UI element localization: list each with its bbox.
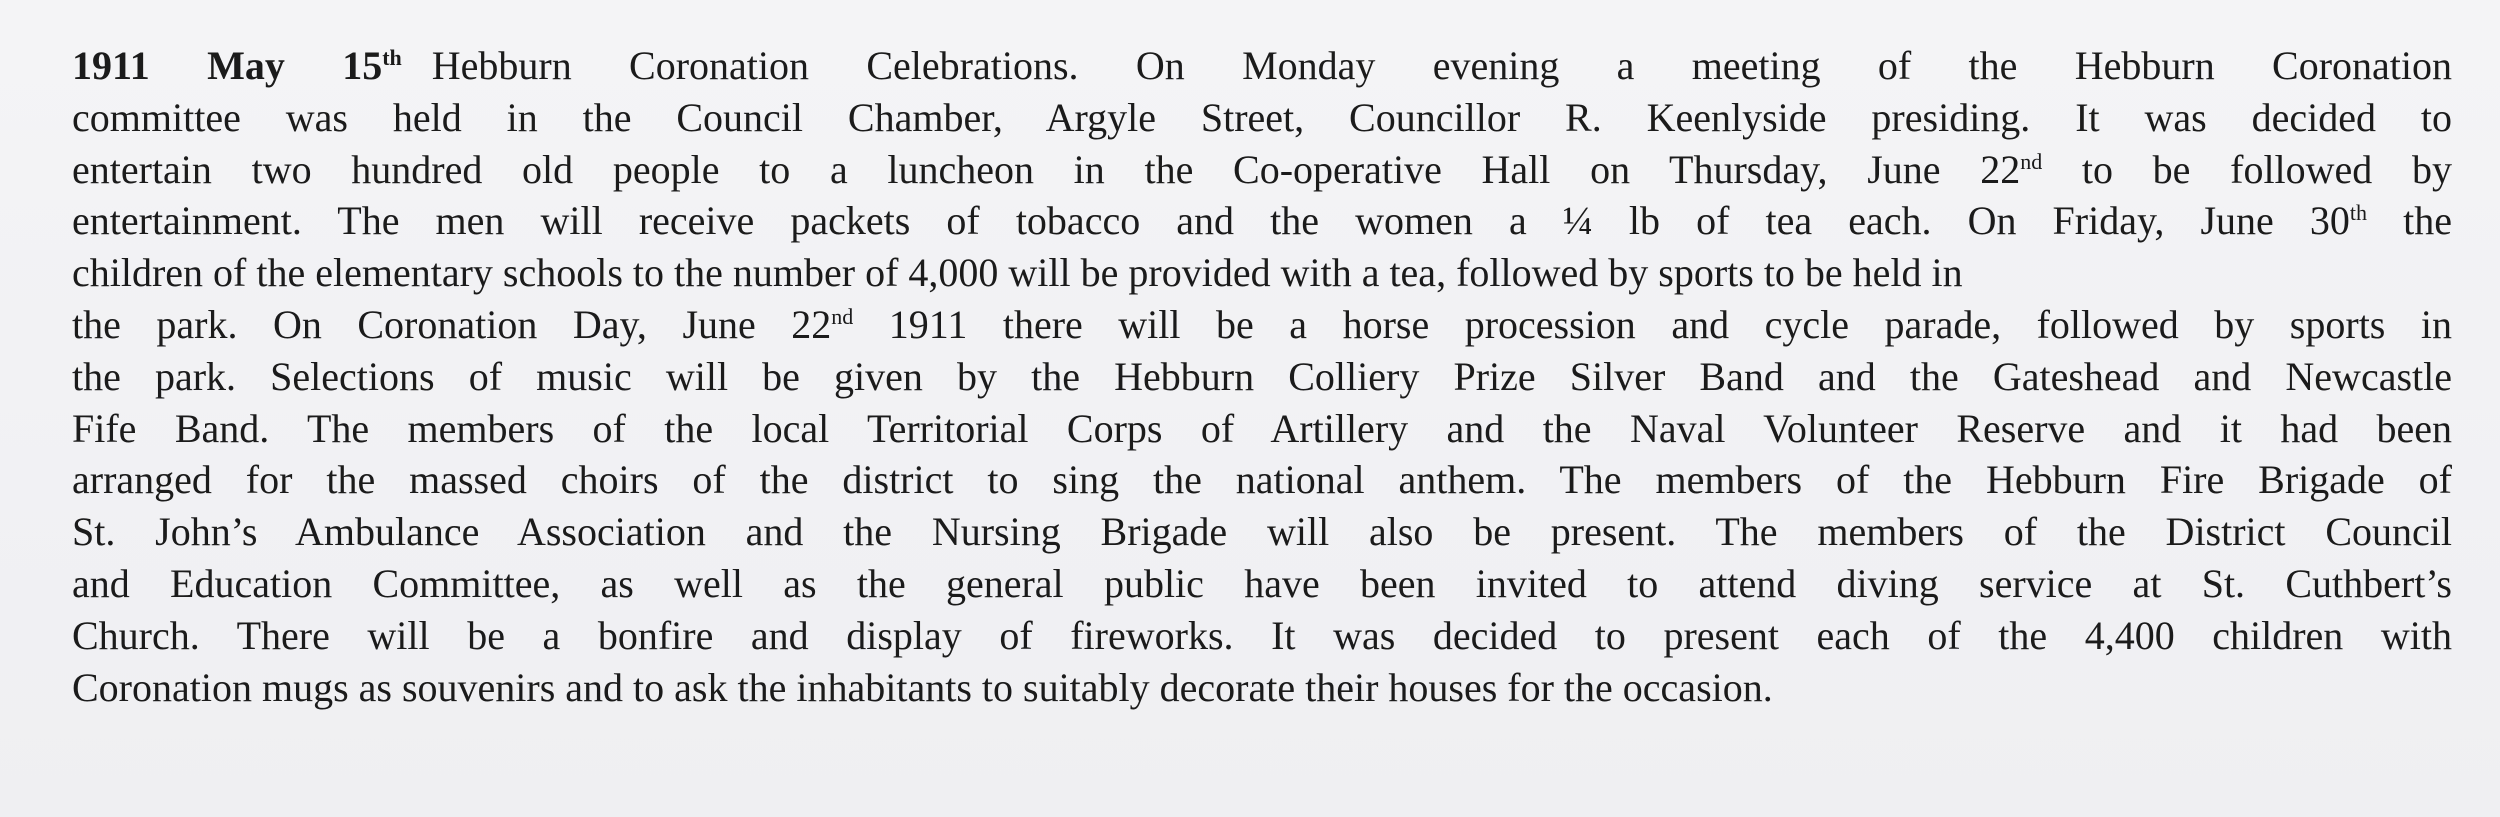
entry-line-7: the park. Selections of music will be given by the Hebburn Colliery Prize Silver Band and the Gateshead and Newcastle xyxy=(72,353,2452,399)
entry-line-11: and Education Committee, as well as the general public have been invited to attend diving service at St. Cuthbert’s xyxy=(72,560,2452,606)
entry-line-2: committee was held in the Council Chamber, Argyle Street, Councillor R. Keenlyside presiding. It was decided to xyxy=(72,94,2452,140)
entry-text-0: On Monday evening a meeting of the Hebburn Coronation xyxy=(1135,43,2453,88)
date-suffix: th xyxy=(382,45,402,70)
entry-line-3: entertain two hundred old people to a luncheon in the Co-operative Hall on Thursday, June 22nd to be followed by xyxy=(72,146,2452,192)
entry-line-12: Church. There will be a bonfire and display of fireworks. It was decided to present each of the 4,400 children with xyxy=(72,612,2452,658)
entry-line-6: the park. On Coronation Day, June 22nd 1911 there will be a horse procession and cycle parade, followed by sports in xyxy=(72,301,2453,347)
entry-line-4: entertainment. The men will receive packets of tobacco and the women a ¼ lb of tea each. On Friday, June 30th the xyxy=(72,198,2452,244)
entry-line-8: Fife Band. The members of the local Territorial Corps of Artillery and the Naval Volunteer Reserve and it had been xyxy=(72,405,2452,451)
entry-title: Hebburn Coronation Celebrations. xyxy=(431,43,1079,88)
entry-line-1 xyxy=(72,40,2452,92)
entry-line-5: children of the elementary schools to the number of 4,000 will be provided with a tea, followed by sports to be held in xyxy=(72,250,1963,296)
diary-entry xyxy=(72,40,2452,713)
entry-line-10: St. John’s Ambulance Association and the Nursing Brigade will also be present. The members of the District Council xyxy=(72,509,2452,555)
entry-line-9: arranged for the massed choirs of the district to sing the national anthem. The members of the Hebburn Fire Brigade of xyxy=(72,457,2452,503)
entry-date: 1911 May 15th xyxy=(72,43,402,88)
entry-line-13: Coronation mugs as souvenirs and to ask the inhabitants to suitably decorate their houses for the occasion. xyxy=(72,664,1773,710)
